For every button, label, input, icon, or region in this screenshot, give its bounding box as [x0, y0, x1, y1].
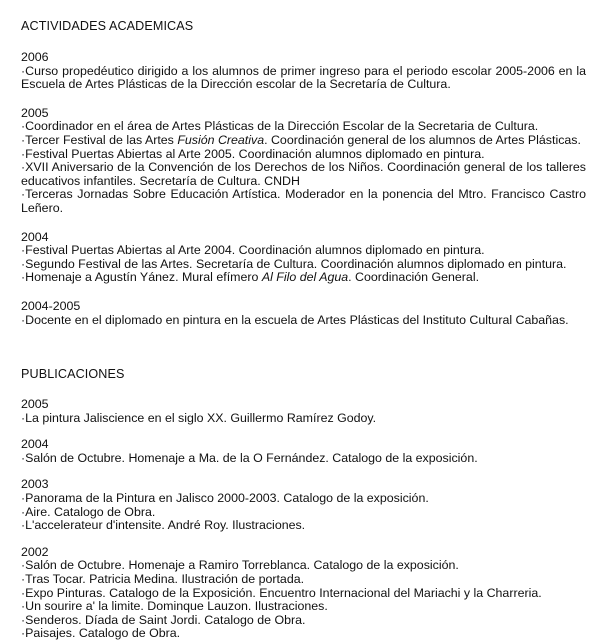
list-item: ·XVII Aniversario de la Convención de los Derechos de los Niños. Coordinación general de los talleres educativos infantiles. Secretaría de Cultura. CNDH: [21, 160, 586, 188]
list-item: ·Paisajes. Catalogo de Obra.: [21, 626, 181, 641]
item-text: ·Tercer Festival de las Artes: [21, 132, 178, 147]
pub-group-2004: [21, 438, 586, 465]
list-item: [21, 134, 586, 148]
item-italic-title: Al Filo del Agua: [261, 270, 349, 285]
year-group-2006: [21, 51, 586, 92]
year-group-2004: [21, 231, 586, 285]
year-heading: 2005: [21, 105, 49, 120]
year-group-2005: [21, 107, 586, 216]
list-item: ·Tras Tocar. Patricia Medina. Ilustración de portada.: [21, 572, 305, 587]
list-item: ·Curso propedéutico dirigido a los alumnos de primer ingreso para el periodo escolar 2005-2006 en la Escuela de Artes Plásticas de la Dirección escolar de la Secretaría de Cultura.: [21, 63, 586, 92]
year-heading: 2004-2005: [21, 298, 81, 313]
pub-group-2003: [21, 478, 586, 532]
list-item: ·Festival Puertas Abiertas al Arte 2005. Coordinación alumnos diplomado en pintura.: [21, 146, 485, 161]
year-heading: 2004: [21, 229, 49, 244]
year-heading: 2002: [21, 544, 49, 559]
list-item: ·Festival Puertas Abiertas al Arte 2004. Coordinación alumnos diplomado en pintura.: [21, 243, 485, 258]
list-item: ·Coordinador en el área de Artes Plásticas de la Dirección Escolar de la Secretaria de Cultura.: [21, 119, 539, 134]
list-item: ·La pintura Jaliscience en el siglo XX. Guillermo Ramírez Godoy.: [21, 410, 377, 425]
list-item: ·Panorama de la Pintura en Jalisco 2000-2003. Catalogo de la exposición.: [21, 491, 429, 506]
actividades-title: ACTIVIDADES ACADEMICAS: [21, 19, 194, 33]
list-item: ·Senderos. Díada de Saint Jordi. Catalogo de Obra.: [21, 612, 306, 627]
year-group-2004-2005: [21, 300, 586, 327]
item-text: . Coordinación general de los alumnos de Artes Plásticas.: [264, 132, 581, 147]
item-text: . Coordinación General.: [348, 270, 480, 285]
list-item: ·Segundo Festival de las Artes. Secretaría de Cultura. Coordinación alumnos diplomado en pintura.: [21, 256, 567, 271]
list-item: ·Expo Pinturas. Catalogo de la Exposición. Encuentro Internacional del Mariachi y la Charreria.: [21, 585, 542, 600]
list-item: ·Un sourire a' la limite. Dominque Lauzon. Ilustraciones.: [21, 599, 328, 614]
list-item: ·Terceras Jornadas Sobre Educación Artística. Moderador en la ponencia del Mtro. Francisco Castro Leñero.: [21, 187, 586, 215]
item-text: ·Homenaje a Agustín Yánez. Mural efímero: [21, 270, 262, 285]
list-item: ·Salón de Octubre. Homenaje a Ma. de la O Fernández. Catalogo de la exposición.: [21, 450, 478, 465]
list-item: ·Salón de Octubre. Homenaje a Ramiro Torreblanca. Catalogo de la exposición.: [21, 558, 459, 573]
list-item: ·Docente en el diplomado en pintura en la escuela de Artes Plásticas del Instituto Cultural Cabañas.: [21, 312, 569, 327]
list-item: ·L'accelerateur d'intensite. André Roy. Ilustraciones.: [21, 518, 306, 533]
year-heading: 2004: [21, 437, 49, 452]
pub-group-2005: [21, 398, 586, 425]
item-italic-title: Fusión Creativa: [177, 132, 265, 147]
year-heading: 2003: [21, 477, 49, 492]
year-heading: 2006: [21, 50, 49, 64]
pub-group-2002: [21, 546, 586, 641]
year-heading: 2005: [21, 397, 49, 412]
list-item: ·Aire. Catalogo de Obra.: [21, 504, 156, 519]
publicaciones-title: PUBLICACIONES: [21, 367, 125, 382]
list-item: [21, 271, 586, 285]
